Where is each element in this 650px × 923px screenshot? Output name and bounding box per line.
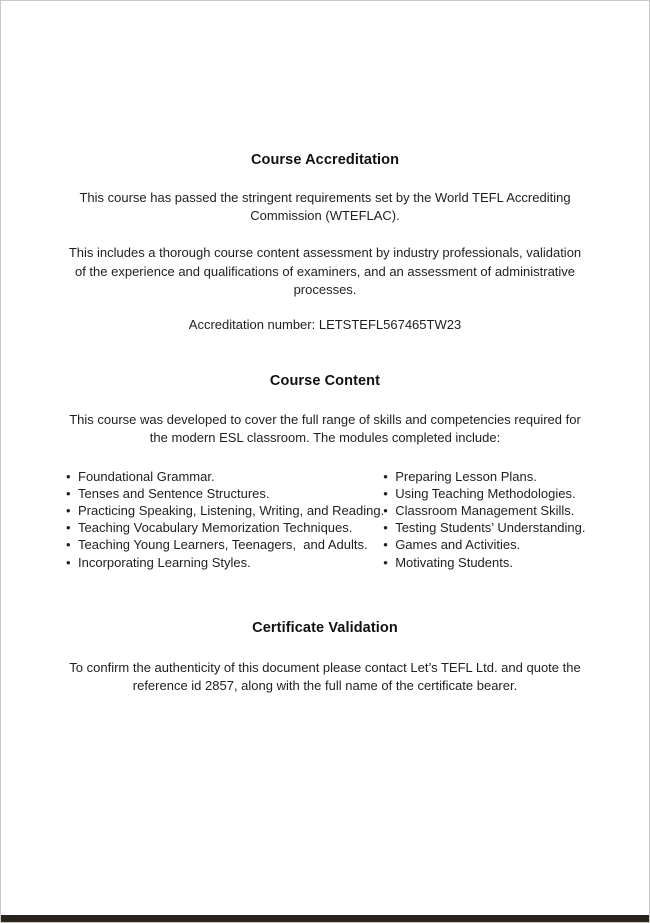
section-title-certificate-validation: Certificate Validation	[252, 619, 398, 636]
module-item: • Teaching Young Learners, Teenagers, and Adults.	[65, 536, 382, 553]
accreditation-number-line: Accreditation number: LETSTEFL567465TW23	[188, 317, 462, 333]
modules-list-right	[382, 468, 585, 571]
module-item: • Preparing Lesson Plans.	[382, 468, 585, 485]
page-bottom-bar	[1, 915, 649, 922]
module-item: • Classroom Management Skills.	[382, 502, 585, 519]
module-item: • Testing Students’ Understanding.	[382, 519, 585, 536]
document-content	[1, 1, 649, 695]
validation-paragraph: To confirm the authenticity of this document please contact Let’s TEFL Ltd. and quote the reference id 2857, along with the full name of the certificate bearer.	[69, 659, 581, 694]
modules-lists	[65, 468, 585, 571]
section-title-course-accreditation: Course Accreditation	[250, 152, 400, 168]
module-item: • Practicing Speaking, Listening, Writing, and Reading.	[65, 502, 382, 519]
modules-list-left	[65, 468, 385, 571]
module-item: • Foundational Grammar.	[65, 468, 382, 485]
module-item: • Tenses and Sentence Structures.	[65, 485, 382, 502]
section-title-course-content: Course Content	[269, 373, 381, 390]
module-item: • Games and Activities.	[382, 536, 585, 553]
course-content-intro: This course was developed to cover the full range of skills and competencies required for the modern ESL classroom. The modules completed include:	[69, 412, 581, 446]
module-item: • Teaching Vocabulary Memorization Techniques.	[65, 519, 382, 536]
accreditation-paragraph-1: This course has passed the stringent requirements set by the World TEFL Accrediting Commission (WTEFLAC).	[79, 190, 571, 224]
module-item: • Incorporating Learning Styles.	[65, 554, 382, 571]
module-item: • Using Teaching Methodologies.	[382, 485, 585, 502]
module-item: • Motivating Students.	[382, 554, 585, 571]
accreditation-paragraph-2: This includes a thorough course content assessment by industry professionals, validation of the experience and qualifications of examiners, and an assessment of administrative processes.	[68, 245, 582, 297]
